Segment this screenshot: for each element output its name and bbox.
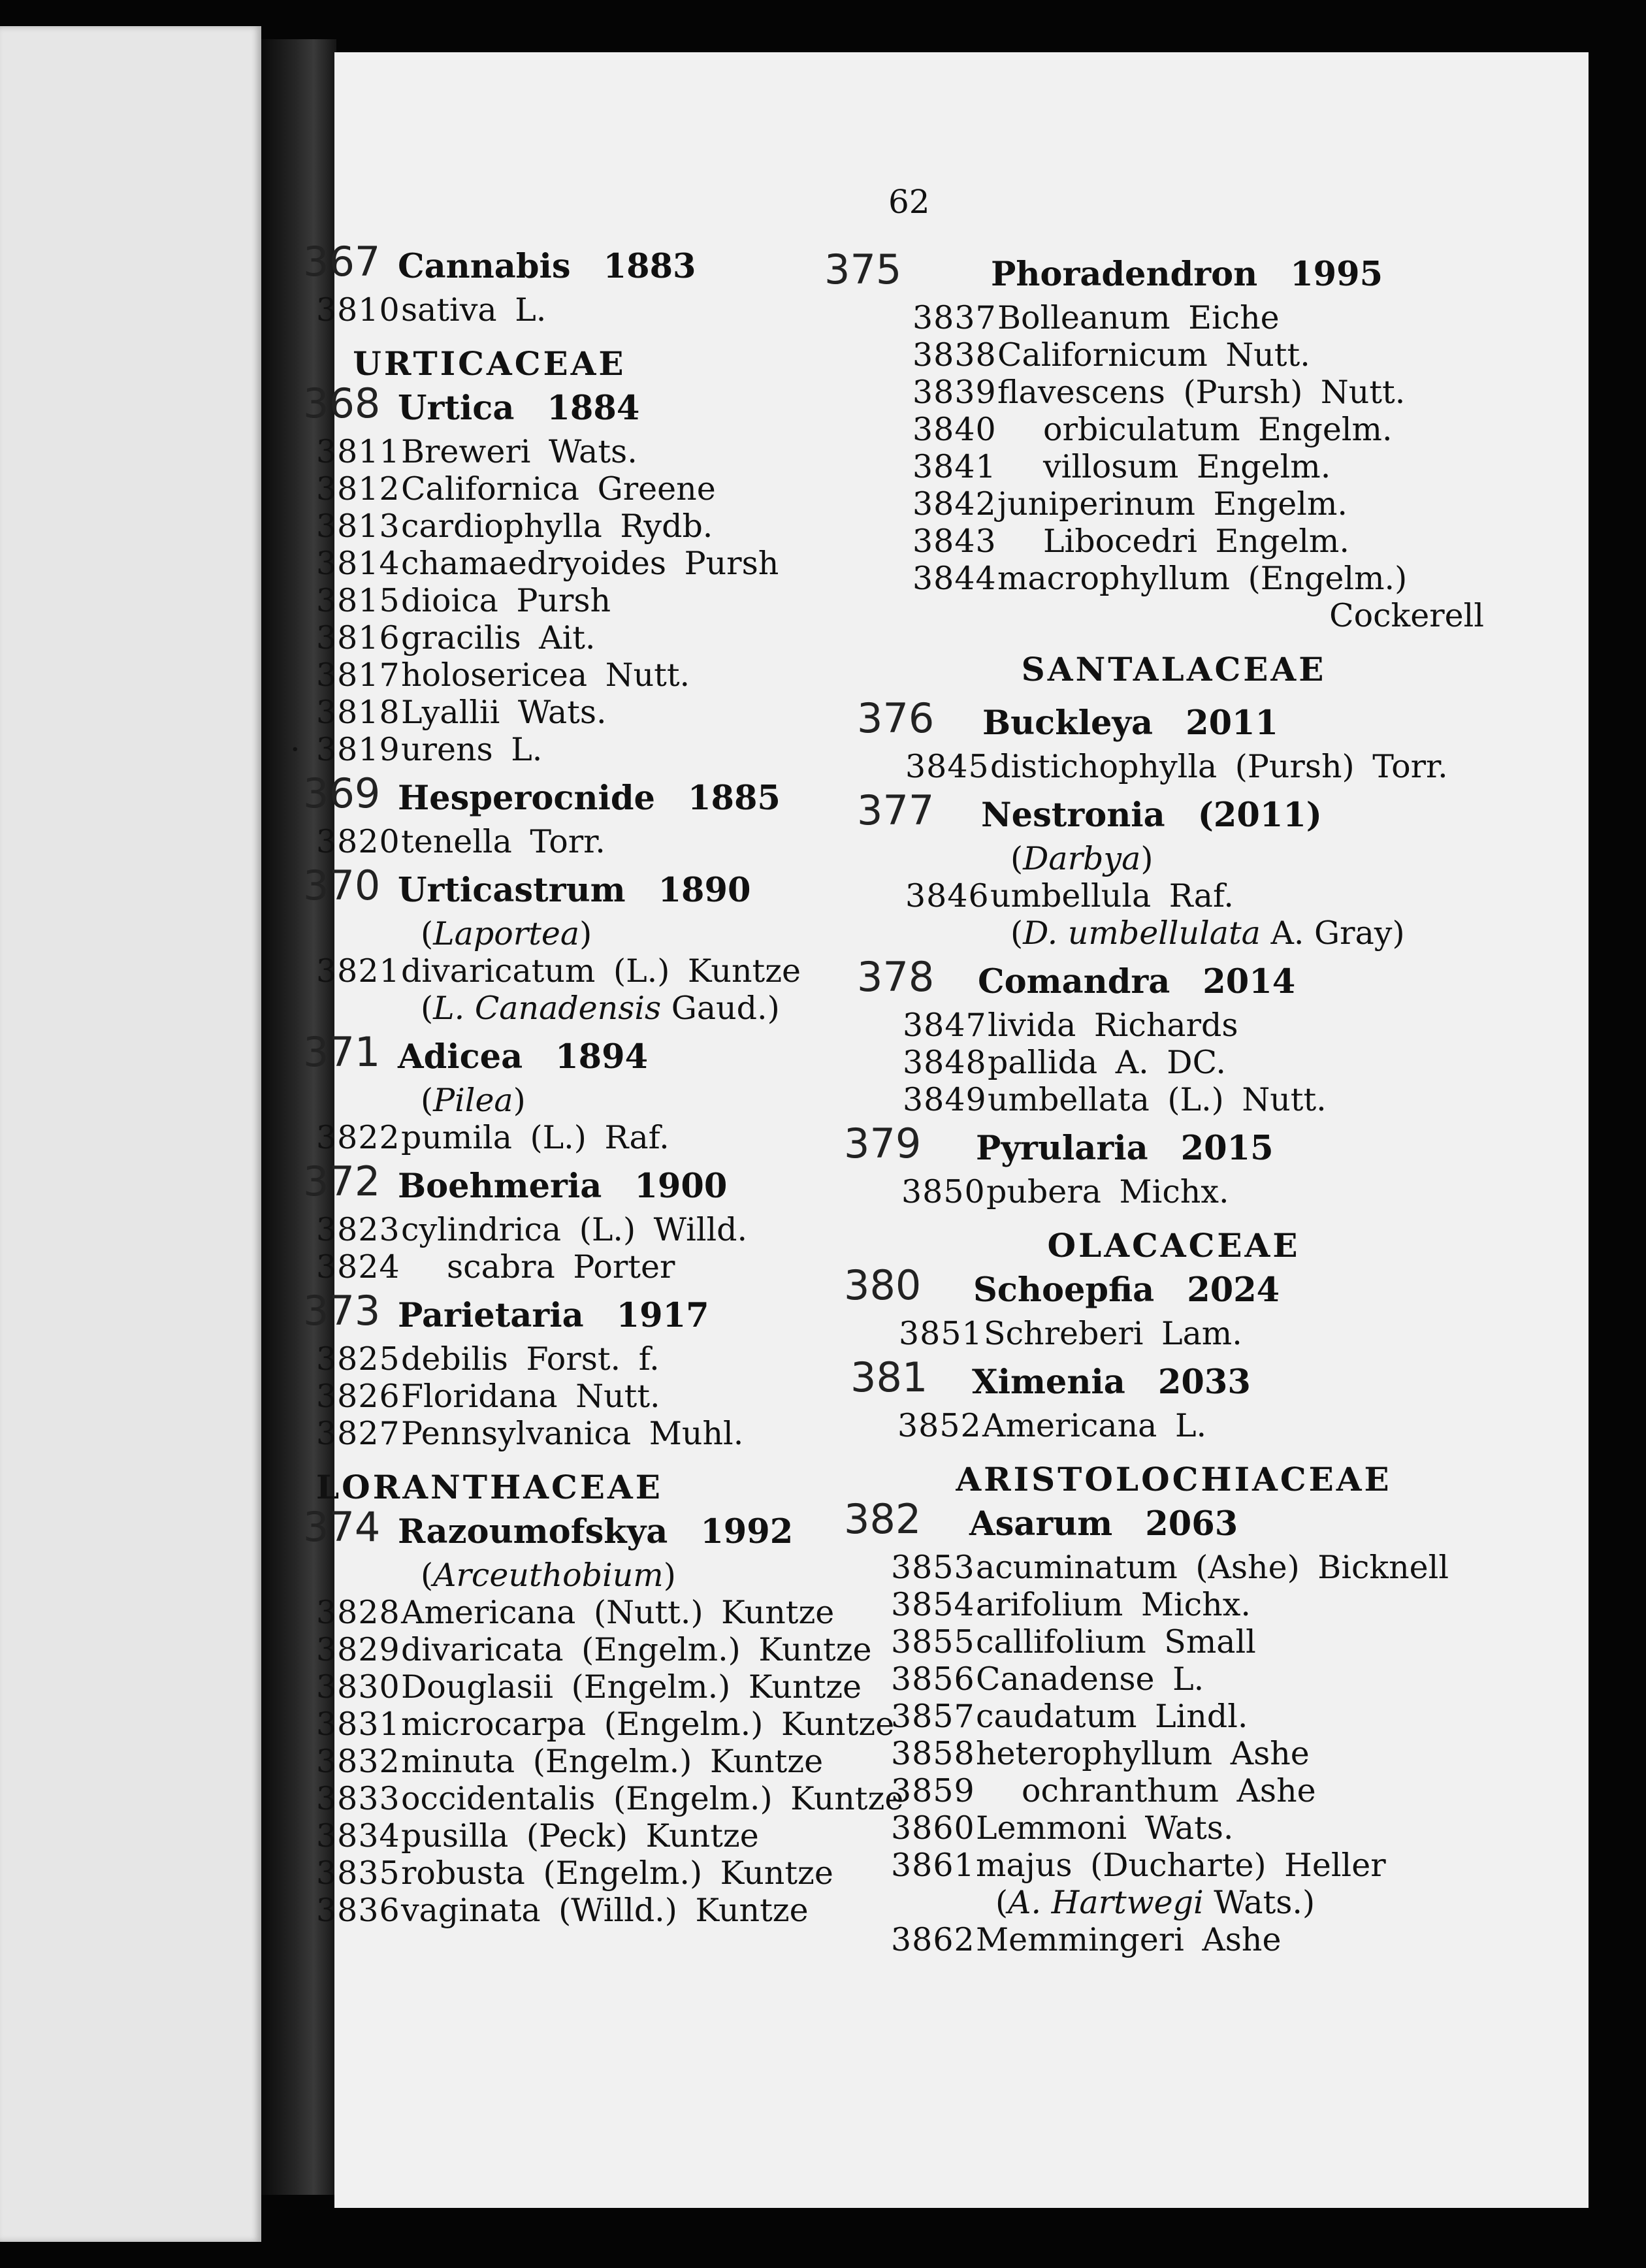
species-number: 3841	[912, 448, 997, 485]
species-number: 3851	[899, 1315, 983, 1352]
species-name: juniperinum Engelm.	[997, 485, 1347, 523]
species-synonym: (D. umbellulata A. Gray)	[1010, 915, 1405, 952]
species-name: Breweri Wats.	[401, 433, 637, 470]
genus-name: Boehmeria	[398, 1167, 602, 1206]
species-entry	[316, 656, 690, 694]
species-name: Americana (Nutt.) Kuntze	[401, 1594, 835, 1631]
species-entry	[912, 336, 1484, 374]
species-entry	[891, 1809, 1484, 1847]
species-number: 3860	[891, 1809, 975, 1847]
genus-heading	[303, 238, 696, 291]
species-number: 3831	[316, 1706, 400, 1743]
family-heading: LORANTHACEAE	[316, 1468, 663, 1506]
species-name: debilis Forst. f.	[401, 1340, 660, 1378]
genus-name: Urticastrum	[398, 871, 626, 910]
handwritten-number: 371	[303, 1028, 381, 1076]
species-entry	[316, 1706, 895, 1743]
genus-synonym: (Darbya)	[1010, 840, 1154, 877]
species-entry	[316, 470, 716, 508]
species-number: 3827	[316, 1415, 400, 1452]
left-page-edge	[0, 26, 261, 2242]
handwritten-number: 370	[303, 862, 381, 909]
species-entry	[891, 1586, 1484, 1623]
species-name: Californica Greene	[401, 470, 716, 508]
species-number: 3833	[316, 1780, 400, 1817]
species-entry	[901, 1173, 1484, 1210]
handwritten-number: 367	[303, 238, 381, 285]
handwritten-number: 379	[844, 1120, 922, 1167]
species-name: livida Richards	[988, 1007, 1238, 1044]
species-number: 3824	[316, 1248, 400, 1286]
genus-name: Asarum	[969, 1504, 1113, 1544]
species-entry	[891, 1735, 1484, 1772]
species-entry	[316, 1211, 748, 1248]
species-entry	[912, 299, 1484, 336]
species-number: 3853	[891, 1549, 975, 1586]
genus-number: 2063	[1145, 1504, 1238, 1544]
species-number: 3832	[316, 1743, 400, 1780]
genus-name: Razoumofskya	[398, 1512, 668, 1551]
species-entry	[891, 1549, 1484, 1586]
author-continuation: Cockerell	[1329, 597, 1484, 634]
species-name: Memmingeri Ashe	[976, 1921, 1282, 1958]
genus-name: Urtica	[398, 389, 515, 428]
genus-number: 1884	[547, 389, 640, 428]
species-number: 3812	[316, 470, 400, 508]
species-number: 3822	[316, 1119, 400, 1156]
stray-mark: ·	[290, 731, 300, 768]
species-name: divaricata (Engelm.) Kuntze	[401, 1631, 872, 1668]
genus-heading	[857, 694, 1484, 748]
species-number: 3850	[901, 1173, 986, 1210]
species-name: vaginata (Willd.) Kuntze	[401, 1892, 809, 1929]
genus-heading	[844, 1261, 1484, 1315]
species-name: cardiophylla Rydb.	[401, 508, 713, 545]
species-name: Californicum Nutt.	[997, 336, 1310, 374]
species-entry	[316, 1594, 835, 1631]
synonym-author: Wats.)	[1214, 1884, 1315, 1921]
species-entry	[903, 1007, 1484, 1044]
genus-name: Cannabis	[398, 247, 571, 286]
species-number: 3847	[903, 1007, 987, 1044]
species-entry	[903, 1044, 1484, 1081]
handwritten-number: 369	[303, 770, 381, 817]
species-number: 3854	[891, 1586, 975, 1623]
genus-name: Buckleya	[982, 704, 1154, 743]
handwritten-number: 372	[303, 1158, 381, 1205]
genus-number: 1995	[1290, 255, 1383, 294]
species-name: microcarpa (Engelm.) Kuntze	[401, 1706, 895, 1743]
species-name: pallida A. DC.	[988, 1044, 1226, 1081]
species-name: urens L.	[401, 731, 543, 768]
genus-number: 1992	[700, 1512, 794, 1551]
species-name: Americana L.	[982, 1407, 1207, 1444]
genus-number: (2011)	[1197, 796, 1322, 835]
species-name: umbellula Raf.	[990, 877, 1234, 915]
species-entry	[316, 1892, 809, 1929]
genus-heading	[303, 1028, 663, 1082]
species-entry	[316, 823, 663, 860]
species-number: 3837	[912, 299, 997, 336]
genus-heading	[303, 1158, 728, 1211]
species-number: 3862	[891, 1921, 975, 1958]
synonym-text: D. umbellulata	[1023, 915, 1261, 952]
genus-number: 2024	[1187, 1271, 1280, 1310]
synonym-text: Darbya	[1023, 840, 1141, 877]
synonym-text: L. Canadensis	[433, 990, 662, 1027]
species-name: Pennsylvanica Muhl.	[401, 1415, 744, 1452]
species-name: tenella Torr.	[401, 823, 605, 860]
species-entry	[316, 1780, 904, 1817]
genus-number: 1885	[687, 779, 781, 818]
species-number: 3852	[897, 1407, 982, 1444]
genus-number: 1894	[555, 1037, 649, 1077]
species-number: 3858	[891, 1735, 975, 1772]
genus-heading	[857, 953, 1484, 1007]
species-number: 3861	[891, 1847, 975, 1884]
species-number: 3840	[912, 411, 997, 448]
family-heading: URTICACEAE	[353, 344, 626, 383]
species-number: 3813	[316, 508, 400, 545]
species-number: 3838	[912, 336, 997, 374]
species-entry	[316, 545, 779, 582]
species-number: 3856	[891, 1660, 975, 1698]
species-entry	[891, 1847, 1484, 1884]
species-name: villosum Engelm.	[1043, 448, 1331, 485]
species-entry	[899, 1315, 1484, 1352]
species-number: 3834	[316, 1817, 400, 1855]
species-number: 3844	[912, 560, 997, 597]
genus-name: Parietaria	[398, 1296, 584, 1335]
genus-name: Comandra	[978, 962, 1170, 1001]
species-name: heterophyllum Ashe	[976, 1735, 1310, 1772]
species-name: arifolium Michx.	[976, 1586, 1251, 1623]
species-number: 3811	[316, 433, 400, 470]
species-name: holosericea Nutt.	[401, 656, 690, 694]
species-name: divaricatum (L.) Kuntze	[401, 952, 801, 990]
species-name: callifolium Small	[976, 1623, 1256, 1660]
species-entry	[912, 374, 1484, 411]
species-entry	[290, 731, 663, 768]
species-number: 3842	[912, 485, 997, 523]
species-name: chamaedryoides Pursh	[401, 545, 779, 582]
species-name: dioica Pursh	[401, 582, 611, 619]
synonym-text: Arceuthobium	[433, 1557, 664, 1594]
genus-number: 1917	[616, 1296, 709, 1335]
species-number: 3821	[316, 952, 400, 990]
species-entry	[912, 560, 1484, 597]
species-entry	[316, 1817, 759, 1855]
species-entry	[316, 1248, 675, 1286]
synonym-text: A. Hartwegi	[1008, 1884, 1204, 1921]
family-heading: OLACACEAE	[1047, 1226, 1300, 1265]
handwritten-number: 375	[824, 246, 902, 293]
species-entry	[912, 523, 1484, 560]
species-name: sativa L.	[401, 291, 547, 329]
species-name: macrophyllum (Engelm.)	[997, 560, 1408, 597]
genus-heading	[303, 1503, 794, 1557]
species-number: 3817	[316, 656, 400, 694]
species-entry	[891, 1698, 1484, 1735]
species-number: 3859	[891, 1772, 975, 1809]
synonym-text: Pilea	[433, 1082, 513, 1119]
family-heading: SANTALACEAE	[1021, 650, 1327, 688]
species-name: caudatum Lindl.	[976, 1698, 1248, 1735]
genus-number: 2015	[1180, 1129, 1274, 1168]
species-number: 3814	[316, 545, 400, 582]
species-number: 3845	[905, 748, 990, 785]
species-number: 3839	[912, 374, 997, 411]
species-entry	[316, 694, 663, 731]
genus-name: Nestronia	[981, 796, 1165, 835]
genus-heading	[303, 862, 751, 915]
species-number: 3825	[316, 1340, 400, 1378]
species-entry	[316, 1668, 862, 1706]
species-number: 3849	[903, 1081, 987, 1118]
synonym-author: Gaud.)	[671, 990, 780, 1027]
species-name: orbiculatum Engelm.	[1043, 411, 1393, 448]
species-name: ochranthum Ashe	[1022, 1772, 1316, 1809]
species-name: pumila (L.) Raf.	[401, 1119, 670, 1156]
species-entry	[316, 1631, 872, 1668]
genus-name: Adicea	[398, 1037, 523, 1077]
genus-number: 2014	[1202, 962, 1296, 1001]
synonym-text: Laportea	[433, 915, 580, 952]
species-entry	[316, 433, 663, 470]
handwritten-number: 368	[303, 380, 381, 427]
species-name: Lyallii Wats.	[401, 694, 607, 731]
species-number: 3818	[316, 694, 400, 731]
genus-name: Schoepfia	[973, 1271, 1155, 1310]
genus-number: 1890	[658, 871, 751, 910]
species-name: Schreberi Lam.	[984, 1315, 1242, 1352]
species-entry	[316, 1119, 670, 1156]
species-synonym: (A. Hartwegi Wats.)	[995, 1884, 1315, 1921]
species-number: 3820	[316, 823, 400, 860]
species-entry	[316, 1743, 824, 1780]
species-entry	[316, 1415, 744, 1452]
handwritten-number: 378	[857, 953, 935, 1001]
species-entry	[891, 1772, 1484, 1809]
species-name: flavescens (Pursh) Nutt.	[997, 374, 1406, 411]
genus-number: 2011	[1186, 704, 1279, 743]
species-entry	[316, 952, 801, 990]
species-name: distichophylla (Pursh) Torr.	[990, 748, 1448, 785]
species-entry	[897, 1407, 1484, 1444]
species-entry	[316, 1855, 833, 1892]
species-name: robusta (Engelm.) Kuntze	[401, 1855, 833, 1892]
right-column	[824, 246, 1484, 1958]
genus-heading	[857, 786, 1484, 840]
genus-synonym: (Arceuthobium)	[421, 1557, 676, 1594]
handwritten-number: 373	[303, 1287, 381, 1335]
genus-number: 2033	[1157, 1363, 1251, 1402]
species-number: 3836	[316, 1892, 400, 1929]
species-name: Floridana Nutt.	[401, 1378, 660, 1415]
species-number: 3855	[891, 1623, 975, 1660]
handwritten-number: 380	[844, 1261, 922, 1309]
species-entry	[891, 1660, 1484, 1698]
genus-name: Ximenia	[972, 1363, 1125, 1402]
genus-synonym: (Laportea)	[421, 915, 592, 952]
species-name: Bolleanum Eiche	[997, 299, 1280, 336]
species-entry	[316, 508, 713, 545]
species-number: 3843	[912, 523, 997, 560]
species-entry	[905, 877, 1484, 915]
species-name: Lemmoni Wats.	[976, 1809, 1234, 1847]
handwritten-number: 376	[857, 694, 935, 742]
genus-name: Phoradendron	[991, 255, 1258, 294]
genus-number: 1900	[634, 1167, 728, 1206]
genus-heading	[850, 1353, 1484, 1407]
species-name: Douglasii (Engelm.) Kuntze	[401, 1668, 862, 1706]
species-number: 3823	[316, 1211, 400, 1248]
species-entry	[912, 448, 1484, 485]
species-entry	[316, 1340, 663, 1378]
species-name: occidentalis (Engelm.) Kuntze	[401, 1780, 904, 1817]
species-name: umbellata (L.) Nutt.	[988, 1081, 1327, 1118]
species-number: 3828	[316, 1594, 400, 1631]
species-name: Libocedri Engelm.	[1043, 523, 1349, 560]
genus-heading	[303, 1287, 709, 1340]
species-name: Canadense L.	[976, 1660, 1204, 1698]
species-number: 3810	[316, 291, 400, 329]
species-entry	[316, 582, 663, 619]
handwritten-number: 381	[850, 1353, 928, 1401]
family-heading: ARISTOLOCHIACEAE	[956, 1460, 1392, 1498]
species-entry	[316, 291, 663, 329]
species-number: 3829	[316, 1631, 400, 1668]
species-entry	[316, 1378, 663, 1415]
species-name: pusilla (Peck) Kuntze	[401, 1817, 759, 1855]
species-number: 3848	[903, 1044, 987, 1081]
genus-number: 1883	[603, 247, 696, 286]
species-name: scabra Porter	[447, 1248, 675, 1286]
species-name: cylindrica (L.) Willd.	[401, 1211, 748, 1248]
species-name: majus (Ducharte) Heller	[976, 1847, 1386, 1884]
species-synonym: (L. Canadensis Gaud.)	[421, 990, 780, 1027]
species-name: gracilis Ait.	[401, 619, 596, 656]
synonym-author: A. Gray)	[1270, 915, 1405, 952]
species-number: 3826	[316, 1378, 400, 1415]
species-number: 3846	[905, 877, 990, 915]
species-number: 3815	[316, 582, 400, 619]
species-entry	[316, 619, 663, 656]
species-entry	[903, 1081, 1484, 1118]
handwritten-number: 377	[857, 786, 935, 834]
genus-name: Pyrularia	[976, 1129, 1148, 1168]
genus-heading	[303, 380, 663, 433]
species-entry	[891, 1623, 1484, 1660]
genus-synonym: (Pilea)	[421, 1082, 526, 1119]
genus-heading	[824, 246, 1484, 299]
species-entry	[912, 485, 1484, 523]
genus-heading	[844, 1120, 1484, 1173]
species-number: 3835	[316, 1855, 400, 1892]
species-entry	[912, 411, 1484, 448]
species-name: pubera Michx.	[986, 1173, 1229, 1210]
handwritten-number: 374	[303, 1503, 381, 1551]
handwritten-number: 382	[844, 1495, 922, 1543]
species-name: minuta (Engelm.) Kuntze	[401, 1743, 824, 1780]
species-number: 3830	[316, 1668, 400, 1706]
species-name: acuminatum (Ashe) Bicknell	[976, 1549, 1449, 1586]
species-number: 3819	[316, 731, 400, 768]
species-entry	[905, 748, 1484, 785]
genus-heading	[303, 770, 781, 823]
species-number: 3857	[891, 1698, 975, 1735]
genus-heading	[844, 1495, 1484, 1549]
page-number: 62	[888, 183, 930, 221]
genus-name: Hesperocnide	[398, 779, 655, 818]
species-number: 3816	[316, 619, 400, 656]
species-entry	[891, 1921, 1484, 1958]
